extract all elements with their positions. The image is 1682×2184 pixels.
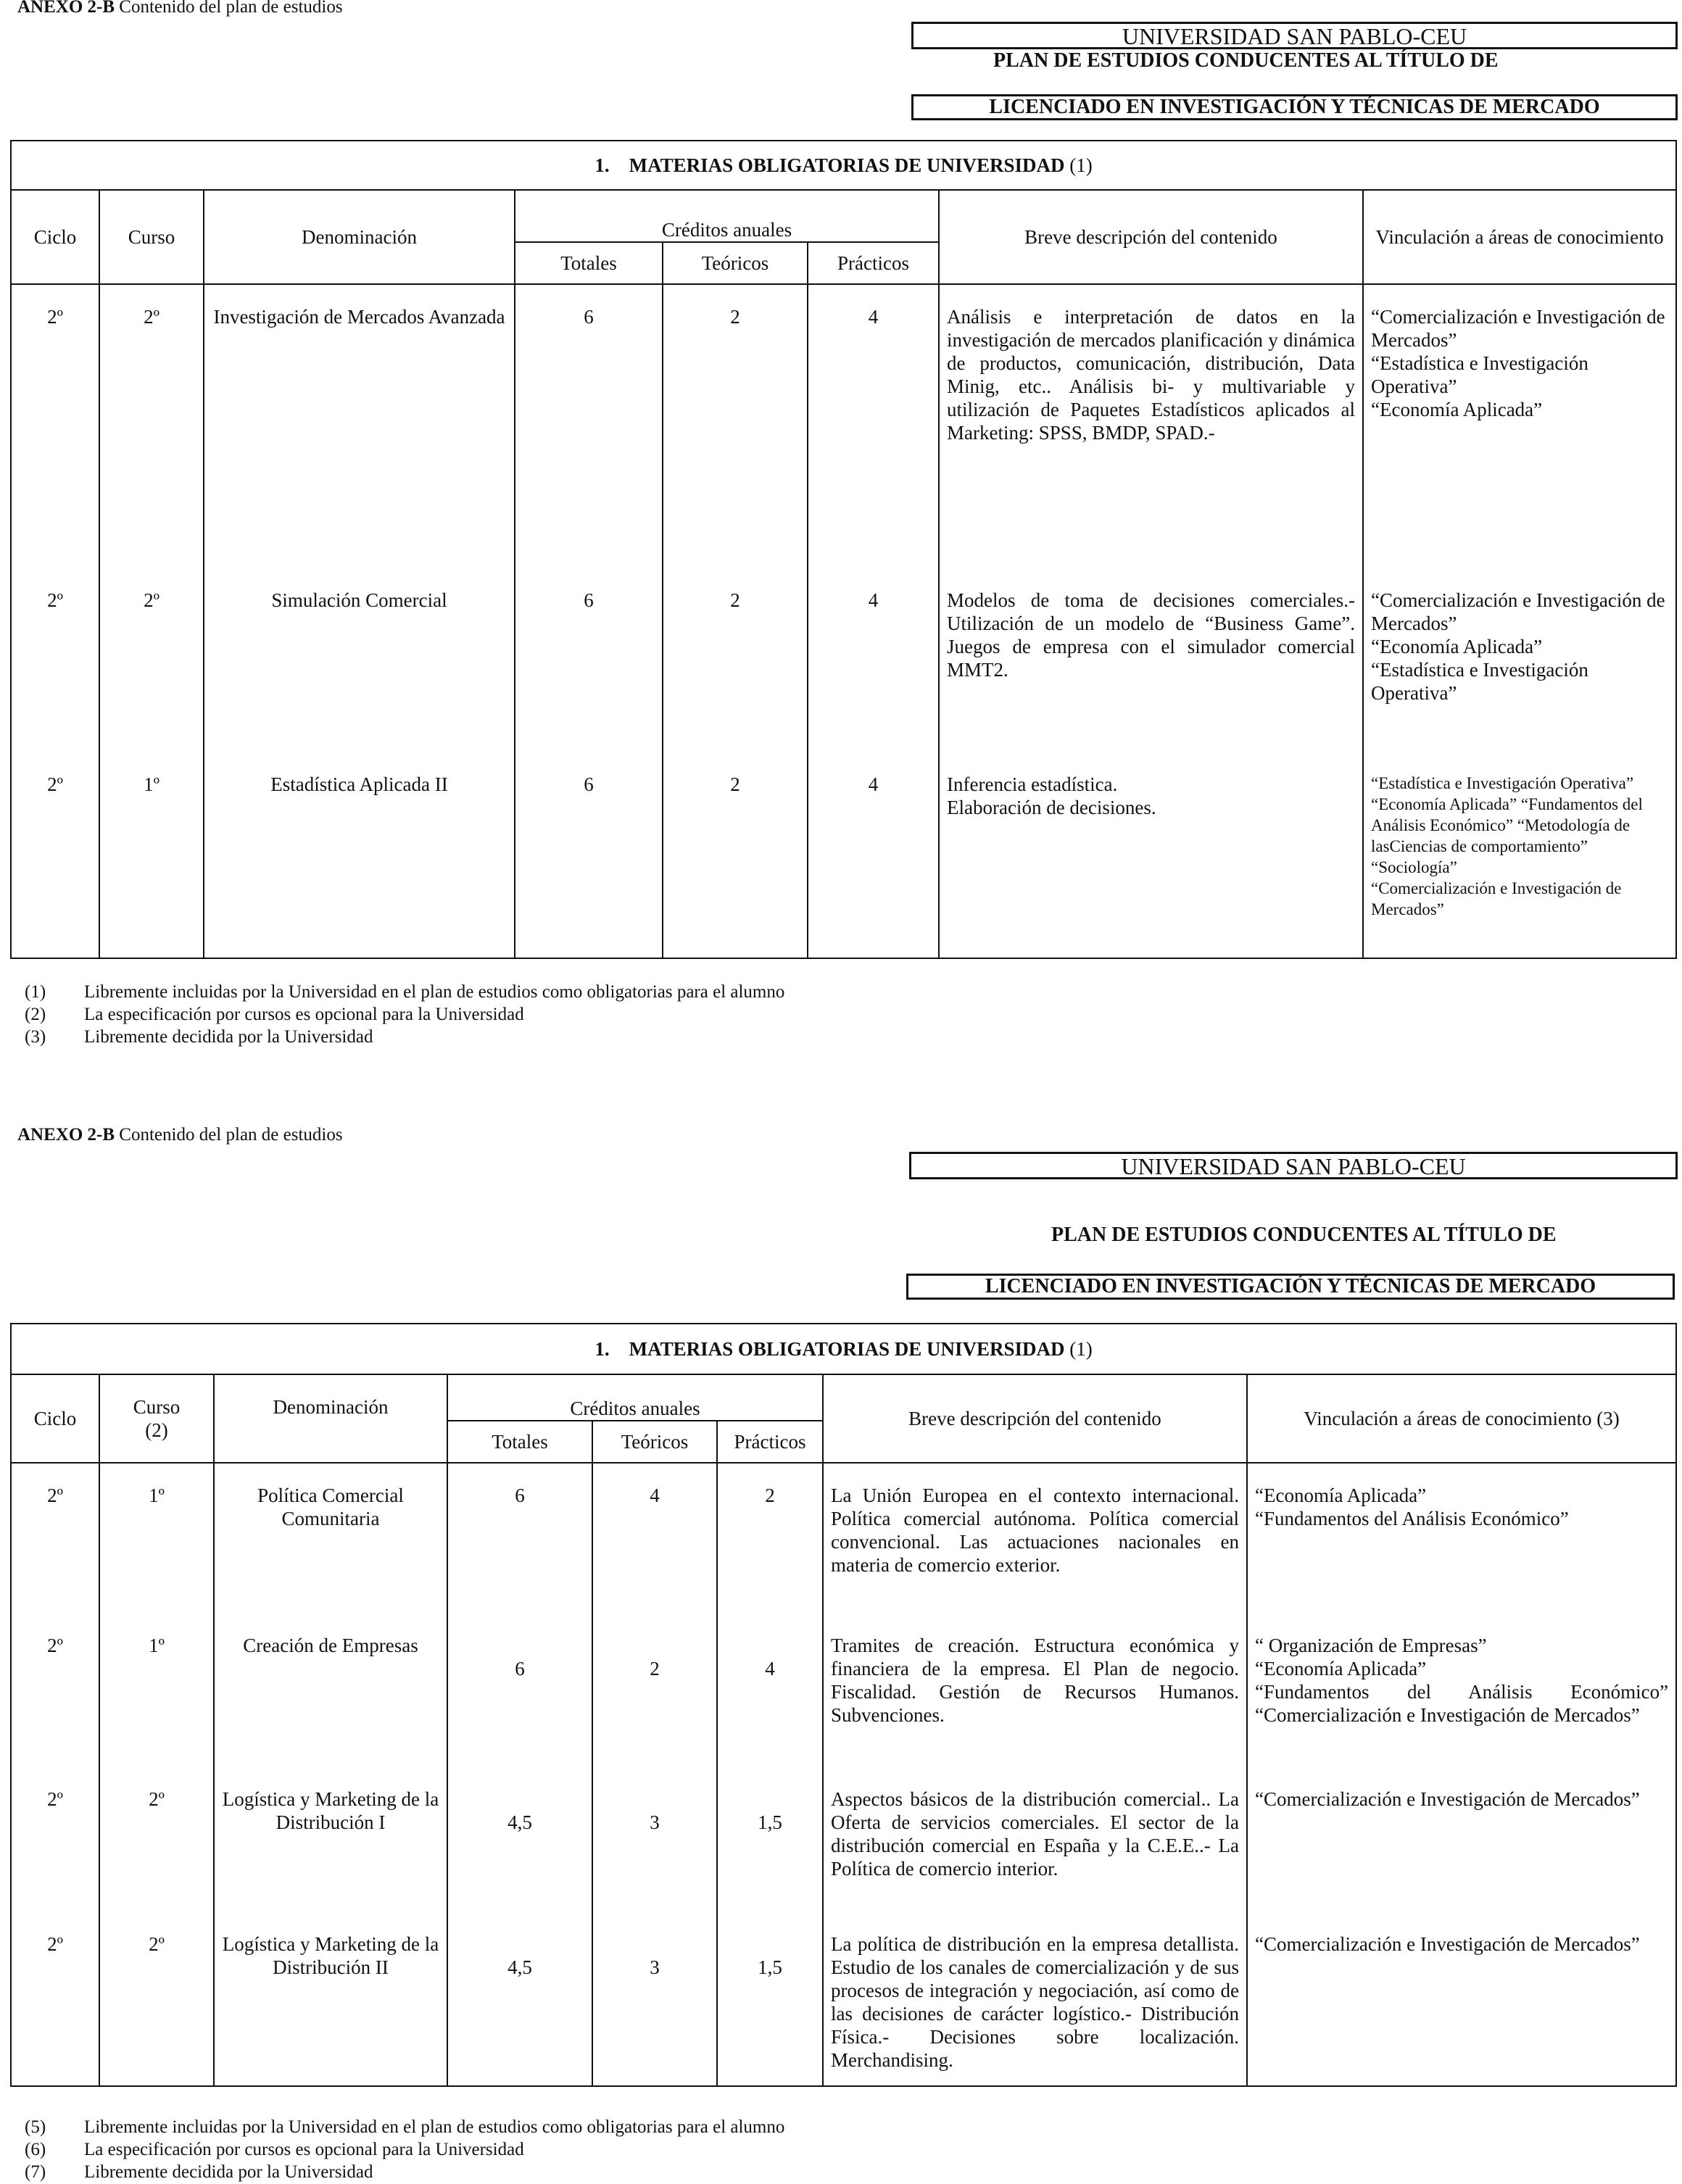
table-row [11, 752, 1676, 958]
cell-descripcion: La política de distribución en la empresa detallista. Estudio de los canales de comercialización y de sus procesos de integración y negociación, así como de las decisiones de carácter logístico.- Distribución Física.- Decisiones sobre localización. Merchandising. [823, 1912, 1247, 2086]
annex-heading [17, 1125, 343, 1145]
footnote-text: La especificación por cursos es opcional para la Universidad [84, 2140, 524, 2159]
vinculacion-line: “Sociología” [1371, 858, 1457, 876]
table-row [11, 568, 1676, 752]
cell-vinculacion [1247, 1912, 1676, 2086]
cell-ciclo: 2º [11, 1463, 99, 1614]
cell-curso: 2º [99, 1767, 214, 1912]
cell-descripcion: Análisis e interpretación de datos en la investigación de mercados planificación y dinámica de productos, comunicación, distribución, Data Minig, etc.. Análisis bi- y multivariable y utilización de Paquetes Estadísticos aplicados al Marketing: SPSS, BMDP, SPAD.- [939, 284, 1363, 568]
table-row [11, 1767, 1676, 1912]
footnote-number: (7) [25, 2162, 46, 2182]
cell-ciclo: 2º [11, 1912, 99, 2086]
cell-practicos: 4 [717, 1614, 823, 1767]
cell-totales: 4,5 [447, 1912, 592, 2086]
table-row [11, 1912, 1676, 2086]
header-denominacion: Denominación [214, 1374, 447, 1463]
section-title [11, 141, 1676, 190]
degree-box [911, 94, 1678, 120]
cell-denominacion: Logística y Marketing de la Distribución II [214, 1912, 447, 2086]
vinculacion-line: “Comercialización e Investigación de Mercados” [1371, 306, 1665, 351]
vinculacion-line: “Economía Aplicada” [1371, 399, 1543, 420]
footnote [25, 1026, 784, 1048]
annex-heading [17, 0, 343, 17]
table-row [11, 1614, 1676, 1767]
header-curso: Curso [99, 190, 204, 284]
footnote [25, 2138, 784, 2161]
plan-title: PLAN DE ESTUDIOS CONDUCENTES AL TÍTULO DE [993, 49, 1499, 72]
section-number: 1. [594, 1338, 610, 1360]
annex-label: ANEXO 2-B [17, 1125, 115, 1145]
cell-totales: 6 [447, 1463, 592, 1614]
footnote [25, 2116, 784, 2138]
section-note: (1) [1069, 154, 1093, 176]
cell-teoricos: 3 [592, 1767, 717, 1912]
cell-ciclo: 2º [11, 284, 99, 568]
cell-denominacion: Investigación de Mercados Avanzada [204, 284, 515, 568]
section-note: (1) [1069, 1338, 1093, 1360]
university-name: UNIVERSIDAD SAN PABLO-CEU [1121, 1153, 1466, 1179]
vinculacion-line: “Estadística e Investigación Operativa” [1371, 659, 1588, 704]
header-creditos: Créditos anuales [447, 1374, 823, 1421]
university-box [909, 1152, 1678, 1179]
subjects-table-2 [10, 1323, 1677, 2087]
cell-teoricos: 3 [592, 1912, 717, 2086]
cell-totales: 6 [515, 284, 663, 568]
section-title-text: MATERIAS OBLIGATORIAS DE UNIVERSIDAD [629, 1338, 1065, 1360]
header-denominacion: Denominación [204, 190, 515, 284]
cell-descripcion: Tramites de creación. Estructura económica y financiera de la empresa. El Plan de negocio. Fiscalidad. Gestión de Recursos Humanos. Subvenciones. [823, 1614, 1247, 1767]
cell-vinculacion [1247, 1463, 1676, 1614]
header-curso-note: (2) [145, 1419, 168, 1441]
footnote-text: Libremente decidida por la Universidad [84, 2162, 373, 2182]
vinculacion-line: “Comercialización e Investigación de Mercados” [1371, 879, 1622, 918]
cell-curso: 2º [99, 568, 204, 752]
cell-curso: 1º [99, 1614, 214, 1767]
cell-curso: 1º [99, 1463, 214, 1614]
cell-teoricos: 4 [592, 1463, 717, 1614]
cell-descripcion [939, 752, 1363, 958]
footnote [25, 2161, 784, 2183]
cell-teoricos: 2 [592, 1614, 717, 1767]
header-practicos: Prácticos [717, 1421, 823, 1463]
header-practicos: Prácticos [808, 242, 939, 284]
footnote-text: La especificación por cursos es opcional para la Universidad [84, 1005, 524, 1024]
vinculacion-line: “Economía Aplicada” [1255, 1658, 1427, 1679]
vinculacion-line: “Economía Aplicada” [1371, 636, 1543, 657]
cell-practicos: 1,5 [717, 1767, 823, 1912]
section-title-text: MATERIAS OBLIGATORIAS DE UNIVERSIDAD [629, 154, 1065, 176]
cell-practicos: 4 [808, 752, 939, 958]
subjects-table-1 [10, 140, 1677, 959]
table-row [11, 284, 1676, 568]
header-vinculacion: Vinculación a áreas de conocimiento [1363, 190, 1676, 284]
cell-denominacion: Creación de Empresas [214, 1614, 447, 1767]
annex-label: ANEXO 2-B [17, 0, 115, 17]
cell-totales: 6 [515, 568, 663, 752]
cell-curso: 2º [99, 284, 204, 568]
footnote-number: (6) [25, 2140, 46, 2159]
footnote-number: (2) [25, 1005, 46, 1024]
vinculacion-line: “ Organización de Empresas” [1255, 1635, 1487, 1656]
cell-vinculacion [1247, 1614, 1676, 1767]
vinculacion-line: “Comercialización e Investigación de Mercados” [1371, 589, 1665, 634]
degree-name: LICENCIADO EN INVESTIGACIÓN Y TÉCNICAS DE MERCADO [985, 1275, 1596, 1297]
cell-teoricos: 2 [663, 568, 808, 752]
vinculacion-line: “Comercialización e Investigación de Mercados” [1255, 1788, 1640, 1810]
table-row [11, 1463, 1676, 1614]
footnote [25, 981, 784, 1003]
cell-practicos: 4 [808, 284, 939, 568]
annex-text: Contenido del plan de estudios [119, 1125, 343, 1145]
header-creditos: Créditos anuales [515, 190, 939, 242]
header-descripcion: Breve descripción del contenido [939, 190, 1363, 284]
cell-ciclo: 2º [11, 1614, 99, 1767]
university-box [911, 22, 1678, 49]
footnote-number: (1) [25, 982, 46, 1002]
cell-denominacion: Logística y Marketing de la Distribución I [214, 1767, 447, 1912]
cell-totales: 6 [515, 752, 663, 958]
descripcion-line: Inferencia estadística. [947, 773, 1118, 795]
footnote-text: Libremente incluidas por la Universidad en el plan de estudios como obligatorias para el alumno [84, 2117, 785, 2137]
cell-practicos: 1,5 [717, 1912, 823, 2086]
cell-denominacion: Política Comercial Comunitaria [214, 1463, 447, 1614]
cell-descripcion: La Unión Europea en el contexto internacional. Política comercial autónoma. Política comercial convencional. Las actuaciones nacionales en materia de comercio exterior. [823, 1463, 1247, 1614]
cell-denominacion: Estadística Aplicada II [204, 752, 515, 958]
header-totales: Totales [447, 1421, 592, 1463]
vinculacion-line: “Estadística e Investigación Operativa” “Economía Aplicada” “Fundamentos del Análisis Económico” “Metodología de lasCiencias de comportamiento” [1371, 774, 1643, 855]
vinculacion-line: “Comercialización e Investigación de Mercados” [1255, 1933, 1640, 1955]
cell-practicos: 4 [808, 568, 939, 752]
plan-title: PLAN DE ESTUDIOS CONDUCENTES AL TÍTULO DE [1051, 1224, 1557, 1246]
university-name: UNIVERSIDAD SAN PABLO-CEU [1122, 23, 1467, 49]
vinculacion-line: “Economía Aplicada” [1255, 1485, 1427, 1506]
cell-descripcion: Aspectos básicos de la distribución comercial.. La Oferta de servicios comerciales. El sector de la distribución comercial en España y la C.E.E..- La Política de comercio interior. [823, 1767, 1247, 1912]
footnote-number: (5) [25, 2117, 46, 2137]
header-curso-label: Curso [133, 1396, 181, 1418]
footnote-number: (3) [25, 1027, 46, 1047]
cell-curso: 1º [99, 752, 204, 958]
vinculacion-line: “Estadística e Investigación Operativa” [1371, 352, 1588, 397]
header-ciclo: Ciclo [11, 190, 99, 284]
footnote-text: Libremente incluidas por la Universidad en el plan de estudios como obligatorias para el alumno [84, 982, 785, 1002]
header-totales: Totales [515, 242, 663, 284]
cell-teoricos: 2 [663, 284, 808, 568]
header-teoricos: Teóricos [592, 1421, 717, 1463]
section-title [11, 1324, 1676, 1374]
cell-totales: 6 [447, 1614, 592, 1767]
cell-ciclo: 2º [11, 568, 99, 752]
cell-practicos: 2 [717, 1463, 823, 1614]
cell-denominacion: Simulación Comercial [204, 568, 515, 752]
cell-vinculacion [1363, 568, 1676, 752]
descripcion-line: Elaboración de decisiones. [947, 797, 1156, 818]
header-curso [99, 1374, 214, 1463]
footnotes-2 [25, 2116, 784, 2183]
degree-name: LICENCIADO EN INVESTIGACIÓN Y TÉCNICAS DE MERCADO [989, 96, 1600, 118]
vinculacion-line: “Fundamentos del Análisis Económico” [1255, 1508, 1569, 1529]
cell-ciclo: 2º [11, 752, 99, 958]
cell-totales: 4,5 [447, 1767, 592, 1912]
annex-text: Contenido del plan de estudios [119, 0, 343, 17]
cell-curso: 2º [99, 1912, 214, 2086]
header-ciclo: Ciclo [11, 1374, 99, 1463]
cell-ciclo: 2º [11, 1767, 99, 1912]
header-descripcion: Breve descripción del contenido [823, 1374, 1247, 1463]
vinculacion-line: “Fundamentos del Análisis Económico” “Comercialización e Investigación de Mercados” [1255, 1681, 1669, 1726]
header-teoricos: Teóricos [663, 242, 808, 284]
degree-box [906, 1274, 1675, 1300]
cell-vinculacion [1247, 1767, 1676, 1912]
cell-vinculacion [1363, 284, 1676, 568]
footnote [25, 1003, 784, 1026]
header-vinculacion: Vinculación a áreas de conocimiento (3) [1247, 1374, 1676, 1463]
cell-vinculacion [1363, 752, 1676, 958]
section-number: 1. [594, 154, 610, 176]
cell-descripcion: Modelos de toma de decisiones comerciales.- Utilización de un modelo de “Business Game”. Juegos de empresa con el simulador comercial MMT2. [939, 568, 1363, 752]
footnote-text: Libremente decidida por la Universidad [84, 1027, 373, 1047]
cell-teoricos: 2 [663, 752, 808, 958]
footnotes-1 [25, 981, 784, 1048]
